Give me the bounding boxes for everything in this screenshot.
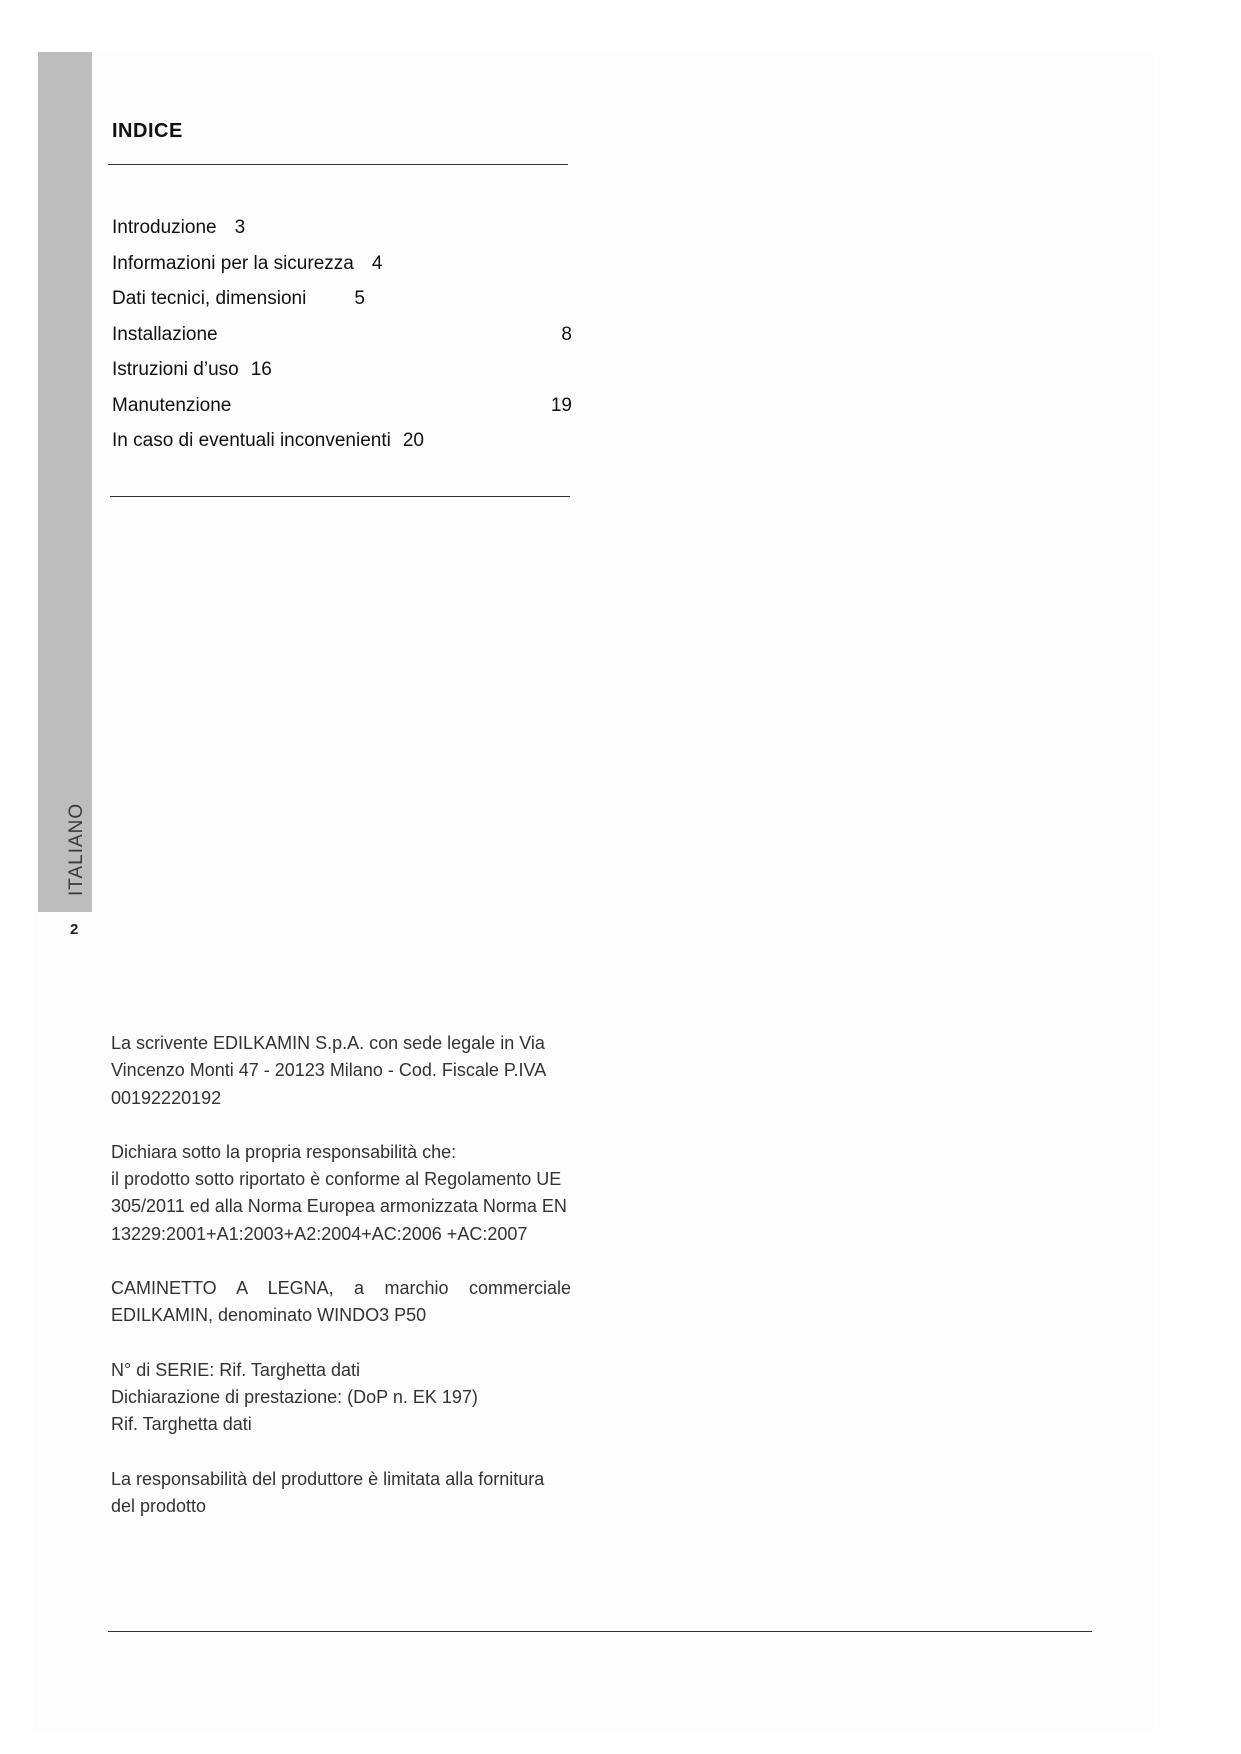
toc-item-page: 19	[550, 394, 572, 416]
toc-item-label: In caso di eventuali inconvenienti	[112, 430, 391, 451]
toc-item-page: 16	[250, 359, 272, 380]
toc-item-page: 20	[402, 430, 424, 451]
declaration-statement-line: Dichiara sotto la propria responsabilità che:	[111, 1141, 457, 1162]
toc-item-page: 4	[371, 252, 383, 274]
declaration-of-conformity	[111, 1030, 571, 1547]
toc-item-label: Informazioni per la sicurezza	[112, 252, 354, 274]
table-of-contents	[112, 214, 572, 463]
toc-item-introduzione[interactable]	[112, 214, 572, 250]
language-side-band	[38, 52, 92, 912]
toc-item-page: 5	[354, 288, 365, 309]
index-title: INDICE	[112, 120, 183, 142]
declaration-company-paragraph: La scrivente EDILKAMIN S.p.A. con sede legale in Via Vincenzo Monti 47 - 20123 Milano - Cod. Fiscale P.IVA 00192220192	[111, 1033, 546, 1108]
rating-plate-reference-line: Rif. Targhetta dati	[111, 1414, 252, 1435]
declaration-serial-paragraph	[111, 1357, 571, 1439]
page-number: 2	[70, 921, 79, 938]
toc-item-label: Introduzione	[112, 217, 217, 238]
toc-item-page: 3	[234, 217, 246, 238]
index-bottom-rule	[110, 496, 570, 497]
toc-item-istruzioni[interactable]	[112, 356, 572, 392]
language-label: ITALIANO	[66, 802, 87, 896]
toc-item-label: Istruzioni d’uso	[112, 359, 239, 380]
footer-rule	[108, 1631, 1092, 1632]
declaration-conformity-text: il prodotto sotto riportato è conforme al Regolamento UE 305/2011 ed alla Norma Europea armonizzata Norma EN 13229:2001+A1:2003+A2:2004+AC:2006 +AC:2007	[111, 1169, 567, 1244]
toc-item-dati-tecnici[interactable]	[112, 285, 572, 321]
toc-item-sicurezza[interactable]	[112, 250, 572, 286]
toc-item-installazione[interactable]	[112, 321, 572, 357]
declaration-responsibility-paragraph	[111, 1139, 571, 1248]
dop-line: Dichiarazione di prestazione: (DoP n. EK 197)	[111, 1386, 478, 1407]
toc-item-label: Dati tecnici, dimensioni	[112, 288, 307, 309]
index-top-rule	[108, 164, 568, 165]
toc-item-manutenzione[interactable]	[112, 392, 572, 428]
declaration-product-paragraph: CAMINETTO A LEGNA, a marchio commerciale EDILKAMIN, denominato WINDO3 P50	[111, 1278, 571, 1326]
declaration-liability-paragraph: La responsabilità del produttore è limitata alla fornitura del prodotto	[111, 1468, 545, 1516]
toc-item-label: Installazione	[112, 323, 218, 345]
toc-item-page: 8	[561, 323, 572, 345]
toc-item-inconvenienti[interactable]	[112, 427, 572, 463]
serial-number-line: N° di SERIE: Rif. Targhetta dati	[111, 1359, 360, 1380]
toc-item-label: Manutenzione	[112, 394, 232, 416]
